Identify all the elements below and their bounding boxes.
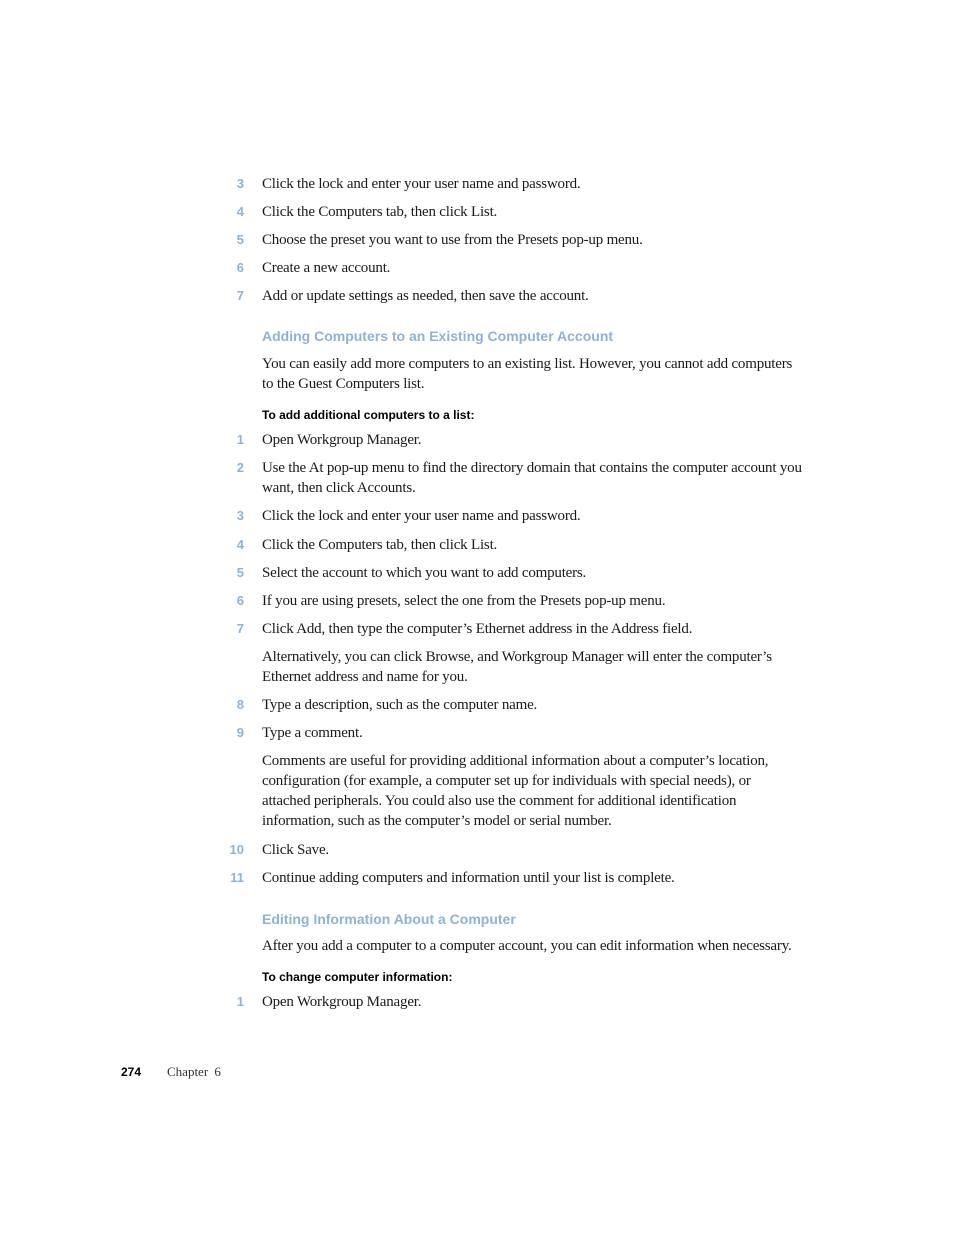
task-heading: To change computer information:	[262, 970, 453, 984]
step-number: 2	[236, 460, 244, 475]
step-text: Click the lock and enter your user name and password.	[262, 176, 581, 192]
step-number: 11	[230, 870, 244, 885]
step-text: Add or update settings as needed, then save the account.	[262, 288, 589, 304]
step-number: 6	[236, 260, 244, 275]
step-number: 5	[236, 232, 244, 247]
step-text: Choose the preset you want to use from the Presets pop-up menu.	[262, 232, 643, 248]
task-heading: To add additional computers to a list:	[262, 408, 475, 422]
step-text: Click Add, then type the computer’s Ethernet address in the Address field.	[262, 621, 693, 637]
step-number: 7	[236, 621, 244, 636]
step-text: Type a description, such as the computer name.	[262, 697, 538, 713]
step-number: 4	[236, 537, 244, 552]
step-text: Continue adding computers and information until your list is complete.	[262, 870, 675, 886]
section-heading: Adding Computers to an Existing Computer Account	[262, 328, 614, 344]
step-number: 7	[236, 288, 244, 303]
step-number: 4	[236, 204, 244, 219]
step-number: 10	[229, 842, 244, 857]
section-intro: You can easily add more computers to an existing list. However, you cannot add computers to the Guest Computers list.	[262, 356, 793, 392]
step-text: Click the Computers tab, then click List.	[262, 537, 498, 553]
section-heading: Editing Information About a Computer	[262, 911, 516, 927]
step-text: Create a new account.	[262, 260, 391, 276]
step-number: 1	[236, 432, 244, 447]
step-text: Click the lock and enter your user name and password.	[262, 508, 581, 524]
chapter-label: Chapter 6	[167, 1064, 221, 1079]
step-number: 1	[236, 994, 244, 1009]
page-number: 274	[121, 1065, 142, 1079]
step-number: 9	[236, 725, 244, 740]
step-note: Alternatively, you can click Browse, and Workgroup Manager will enter the computer’s Ethernet address and name for you.	[262, 649, 772, 685]
section-intro: After you add a computer to a computer account, you can edit information when necessary.	[262, 938, 792, 954]
step-number: 3	[236, 176, 244, 191]
step-number: 3	[236, 508, 244, 523]
step-note: Comments are useful for providing additional information about a computer’s location, configuration (for example, a computer set up for individuals with special needs), or attached peripherals. You could also use the comment for additional identification information, such as the computer’s model or serial number.	[262, 753, 769, 829]
step-text: Open Workgroup Manager.	[262, 994, 422, 1010]
step-text: Click Save.	[262, 842, 329, 858]
step-text: Use the At pop-up menu to find the directory domain that contains the computer account you want, then click Accounts.	[262, 460, 802, 496]
step-number: 8	[236, 697, 244, 712]
step-text: Click the Computers tab, then click List.	[262, 204, 498, 220]
step-text: If you are using presets, select the one from the Presets pop-up menu.	[262, 593, 666, 609]
step-text: Type a comment.	[262, 725, 363, 741]
step-number: 5	[236, 565, 244, 580]
step-number: 6	[236, 593, 244, 608]
step-text: Open Workgroup Manager.	[262, 432, 422, 448]
step-text: Select the account to which you want to add computers.	[262, 565, 587, 581]
